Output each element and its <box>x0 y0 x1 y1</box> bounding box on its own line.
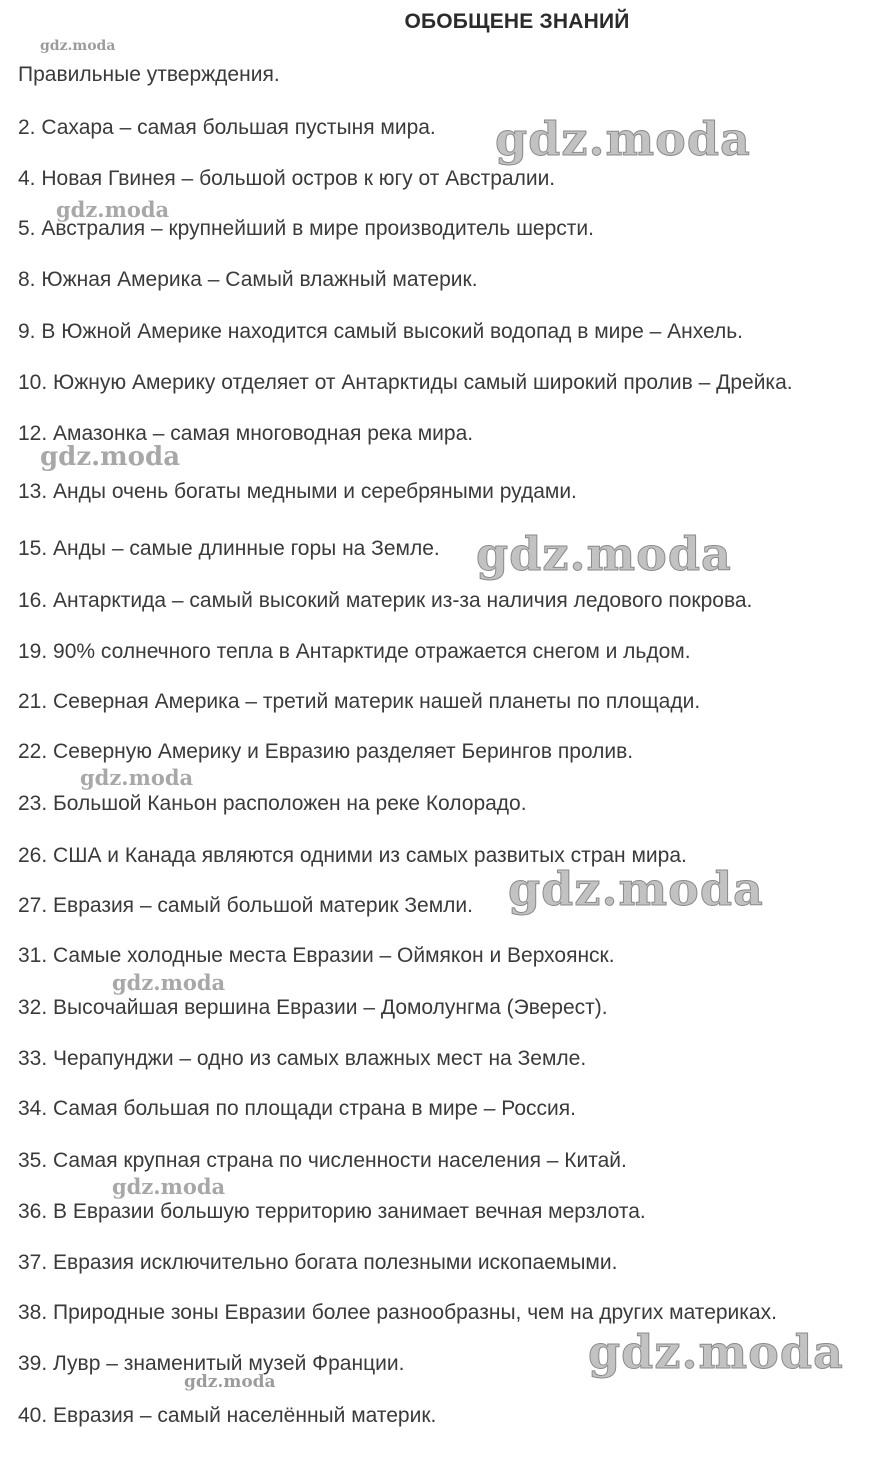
list-item: 16. Антарктида – самый высокий материк из-за наличия ледового покрова. <box>18 589 753 612</box>
list-item: 10. Южную Америку отделяет от Антарктиды самый широкий пролив – Дрейка. <box>18 371 793 394</box>
page-title: ОБОБЩЕНЕ ЗНАНИЙ <box>404 10 630 33</box>
watermark: gdz.moda <box>495 112 751 166</box>
watermark: gdz.moda <box>112 1174 226 1199</box>
list-item: 8. Южная Америка – Самый влажный материк. <box>18 268 478 291</box>
watermark: gdz.moda <box>508 862 764 916</box>
list-item: 36. В Евразии большую территорию занимает вечная мерзлота. <box>18 1200 646 1223</box>
list-item: 12. Амазонка – самая многоводная река мира. <box>18 422 474 445</box>
list-item: 22. Северную Америку и Евразию разделяет Берингов пролив. <box>18 740 634 763</box>
list-item: 27. Евразия – самый большой материк Земли. <box>18 894 473 917</box>
list-item: 23. Большой Каньон расположен на реке Колорадо. <box>18 792 527 815</box>
watermark: gdz.moda <box>40 38 116 54</box>
list-item: 26. США и Канада являются одними из самых развитых стран мира. <box>18 844 687 867</box>
list-item: 34. Самая большая по площади страна в мире – Россия. <box>18 1097 576 1120</box>
list-item: 38. Природные зоны Евразии более разнообразны, чем на других материках. <box>18 1301 777 1324</box>
watermark: gdz.moda <box>184 1372 276 1392</box>
list-item: 15. Анды – самые длинные горы на Земле. <box>18 537 440 560</box>
list-item: 35. Самая крупная страна по численности населения – Китай. <box>18 1149 627 1172</box>
list-item: 31. Самые холодные места Евразии – Оймякон и Верхоянск. <box>18 944 615 967</box>
watermark: gdz.moda <box>40 442 181 472</box>
watermark: gdz.moda <box>56 197 170 222</box>
watermark: gdz.moda <box>112 970 226 995</box>
list-item: 2. Сахара – самая большая пустыня мира. <box>18 116 436 139</box>
list-item: 19. 90% солнечного тепла в Антарктиде отражается снегом и льдом. <box>18 640 691 663</box>
list-item: 5. Австралия – крупнейший в мире производитель шерсти. <box>18 217 594 240</box>
intro-text: Правильные утверждения. <box>18 63 280 86</box>
watermark: gdz.moda <box>80 765 194 790</box>
watermark: gdz.moda <box>476 527 732 581</box>
watermark: gdz.moda <box>588 1325 844 1379</box>
list-item: 4. Новая Гвинея – большой остров к югу от Австралии. <box>18 167 556 190</box>
list-item: 13. Анды очень богаты медными и серебряными рудами. <box>18 480 577 503</box>
list-item: 21. Северная Америка – третий материк нашей планеты по площади. <box>18 690 701 713</box>
list-item: 33. Черапунджи – одно из самых влажных мест на Земле. <box>18 1047 587 1070</box>
list-item: 9. В Южной Америке находится самый высокий водопад в мире – Анхель. <box>18 320 743 343</box>
list-item: 37. Евразия исключительно богата полезными ископаемыми. <box>18 1251 618 1274</box>
list-item: 39. Лувр – знаменитый музей Франции. <box>18 1352 405 1375</box>
list-item: 40. Евразия – самый населённый материк. <box>18 1404 437 1427</box>
list-item: 32. Высочайшая вершина Евразии – Домолунгма (Эверест). <box>18 996 608 1019</box>
